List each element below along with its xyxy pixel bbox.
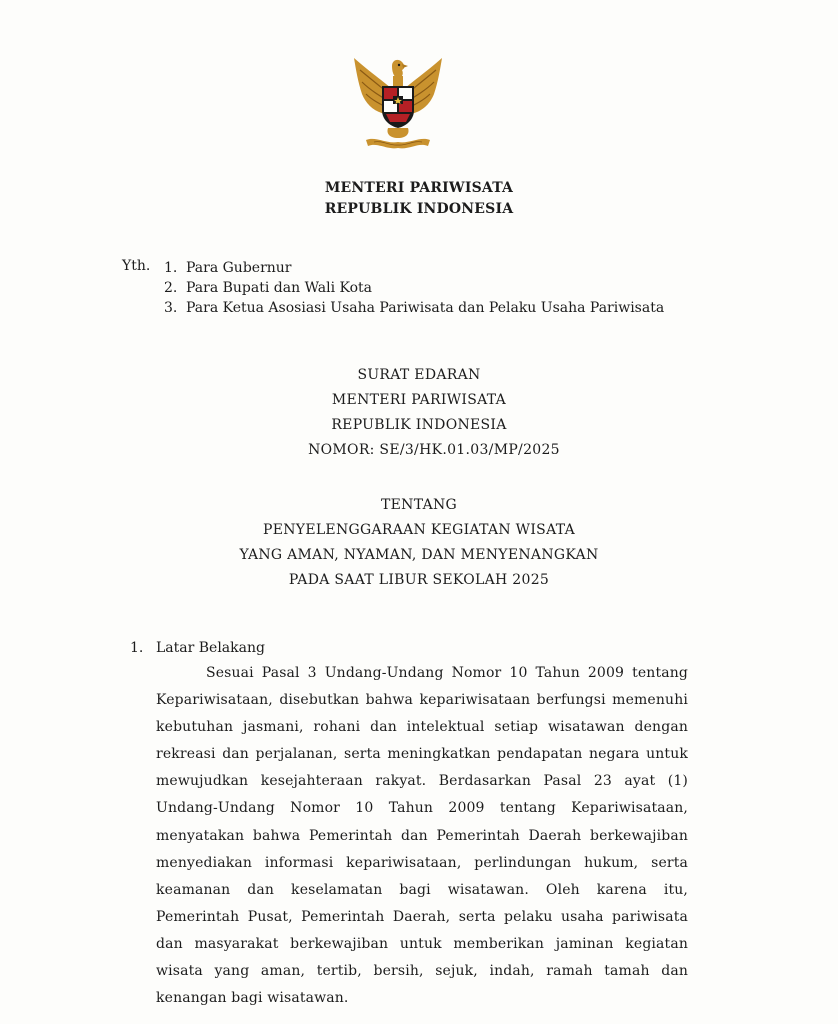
list-item: 3. Para Ketua Asosiasi Usaha Pariwisata dan Pelaku Usaha Pariwisata xyxy=(164,300,665,316)
section-paragraph: Sesuai Pasal 3 Undang-Undang Nomor 10 Tahun 2009 tentang Kepariwisataan, disebutkan bahwa kepariwisataan berfungsi memenuhi kebutuhan jasmani, rohani dan intelektual setiap wisatawan dengan rekreasi dan perjalanan, serta meningkatkan pendapatan negara untuk mewujudkan kesejahteraan rakyat. Berdasarkan Pasal 23 ayat (1) Undang-Undang Nomor 10 Tahun 2009 tentang Kepariwisataan, menyatakan bahwa Pemerintah dan Pemerintah Daerah berkewajiban menyediakan informasi kepariwisataan, perlindungan hukum, serta keamanan dan keselamatan bagi wisatawan. Oleh karena itu, Pemerintah Pusat, Pemerintah Daerah, serta pelaku usaha pariwisata dan masyarakat berkewajiban untuk memberikan jaminan kegiatan wisata yang aman, tertib, bersih, sejuk, indah, ramah tamah dan kenangan bagi wisatawan. xyxy=(156,665,688,1007)
list-item: 2. Para Bupati dan Wali Kota xyxy=(164,280,372,296)
subject-label: TENTANG xyxy=(380,497,458,513)
list-item: 1. Para Gubernur xyxy=(164,260,292,276)
subject-line-2: YANG AMAN, NYAMAN, DAN MENYENANGKAN xyxy=(239,547,599,563)
doc-number: NOMOR: SE/3/HK.01.03/MP/2025 xyxy=(308,442,560,458)
doc-type-title: SURAT EDARAN xyxy=(357,367,481,383)
ministry-header-line2: REPUBLIK INDONESIA xyxy=(324,201,514,217)
ministry-header-line1: MENTERI PARIWISATA xyxy=(324,180,514,196)
garuda-emblem-icon xyxy=(346,52,450,154)
doc-issuer-line: MENTERI PARIWISATA xyxy=(331,392,507,408)
subject-line-3: PADA SAAT LIBUR SEKOLAH 2025 xyxy=(288,572,550,588)
addressee-list xyxy=(164,258,664,318)
subject-line-1: PENYELENGGARAAN KEGIATAN WISATA xyxy=(262,522,575,538)
addressee-label: Yth. xyxy=(122,258,151,274)
section-title: Latar Belakang xyxy=(156,640,265,656)
section-number: 1. xyxy=(130,640,144,656)
doc-country-line: REPUBLIK INDONESIA xyxy=(331,417,507,433)
